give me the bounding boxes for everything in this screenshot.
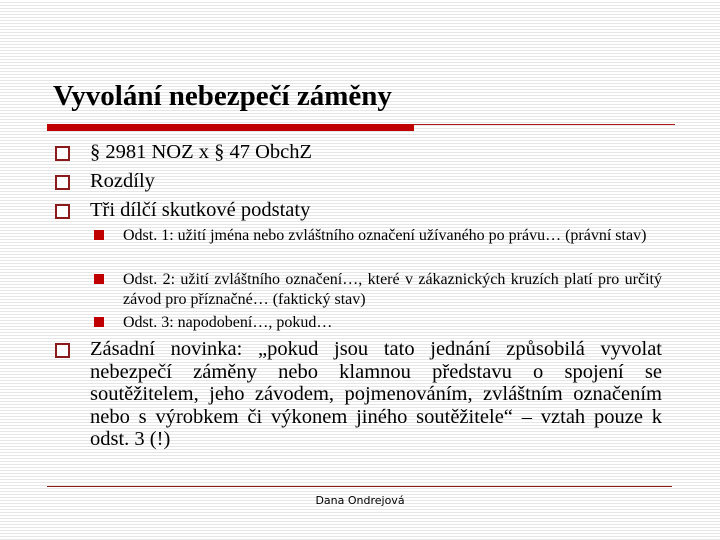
title-underline-line [414,124,675,125]
footer-divider [47,486,672,487]
hollow-square-bullet-icon [55,175,70,190]
sub-bullet-item [123,270,662,309]
bullet-item [90,338,662,451]
sub-bullet-text: Odst. 3: napodobení…, pokud… [123,314,333,331]
bullet-text: Rozdíly [90,170,155,192]
title-underline-bar [47,124,414,131]
filled-square-bullet-icon [94,230,104,240]
bullet-item [90,141,662,164]
slide-title: Vyvolání nebezpečí záměny [53,80,392,112]
footer-author: Dana Ondrejová [315,494,405,507]
sub-bullet-item [123,226,662,246]
bullet-text: Tři dílčí skutkové podstaty [90,199,311,221]
filled-square-bullet-icon [94,317,104,327]
hollow-square-bullet-icon [55,343,70,358]
bullet-text: Zásadní novinka: „pokud jsou tato jednání způsobilá vyvolat nebezpečí záměny nebo klamnou představu o spojení se soutěžitelem, jeho závodem, pojmenováním, zvláštním označením nebo s výrobkem či výkonem jiného soutěžitele“ – vztah pouze k odst. 3 (!) [90,338,662,450]
filled-square-bullet-icon [94,274,104,284]
bullet-text: § 2981 NOZ x § 47 ObchZ [90,141,313,163]
sub-bullet-text: Odst. 2: užití zvláštního označení…, které v zákaznických kruzích platí pro určitý závod pro příznačné… (faktický stav) [123,271,662,308]
sub-bullet-text: Odst. 1: užití jména nebo zvláštního označení užívaného po právu… (právní stav) [123,227,647,244]
hollow-square-bullet-icon [55,204,70,219]
hollow-square-bullet-icon [55,146,70,161]
sub-bullet-item [123,313,662,333]
bullet-item [90,170,662,193]
bullet-item [90,199,662,222]
